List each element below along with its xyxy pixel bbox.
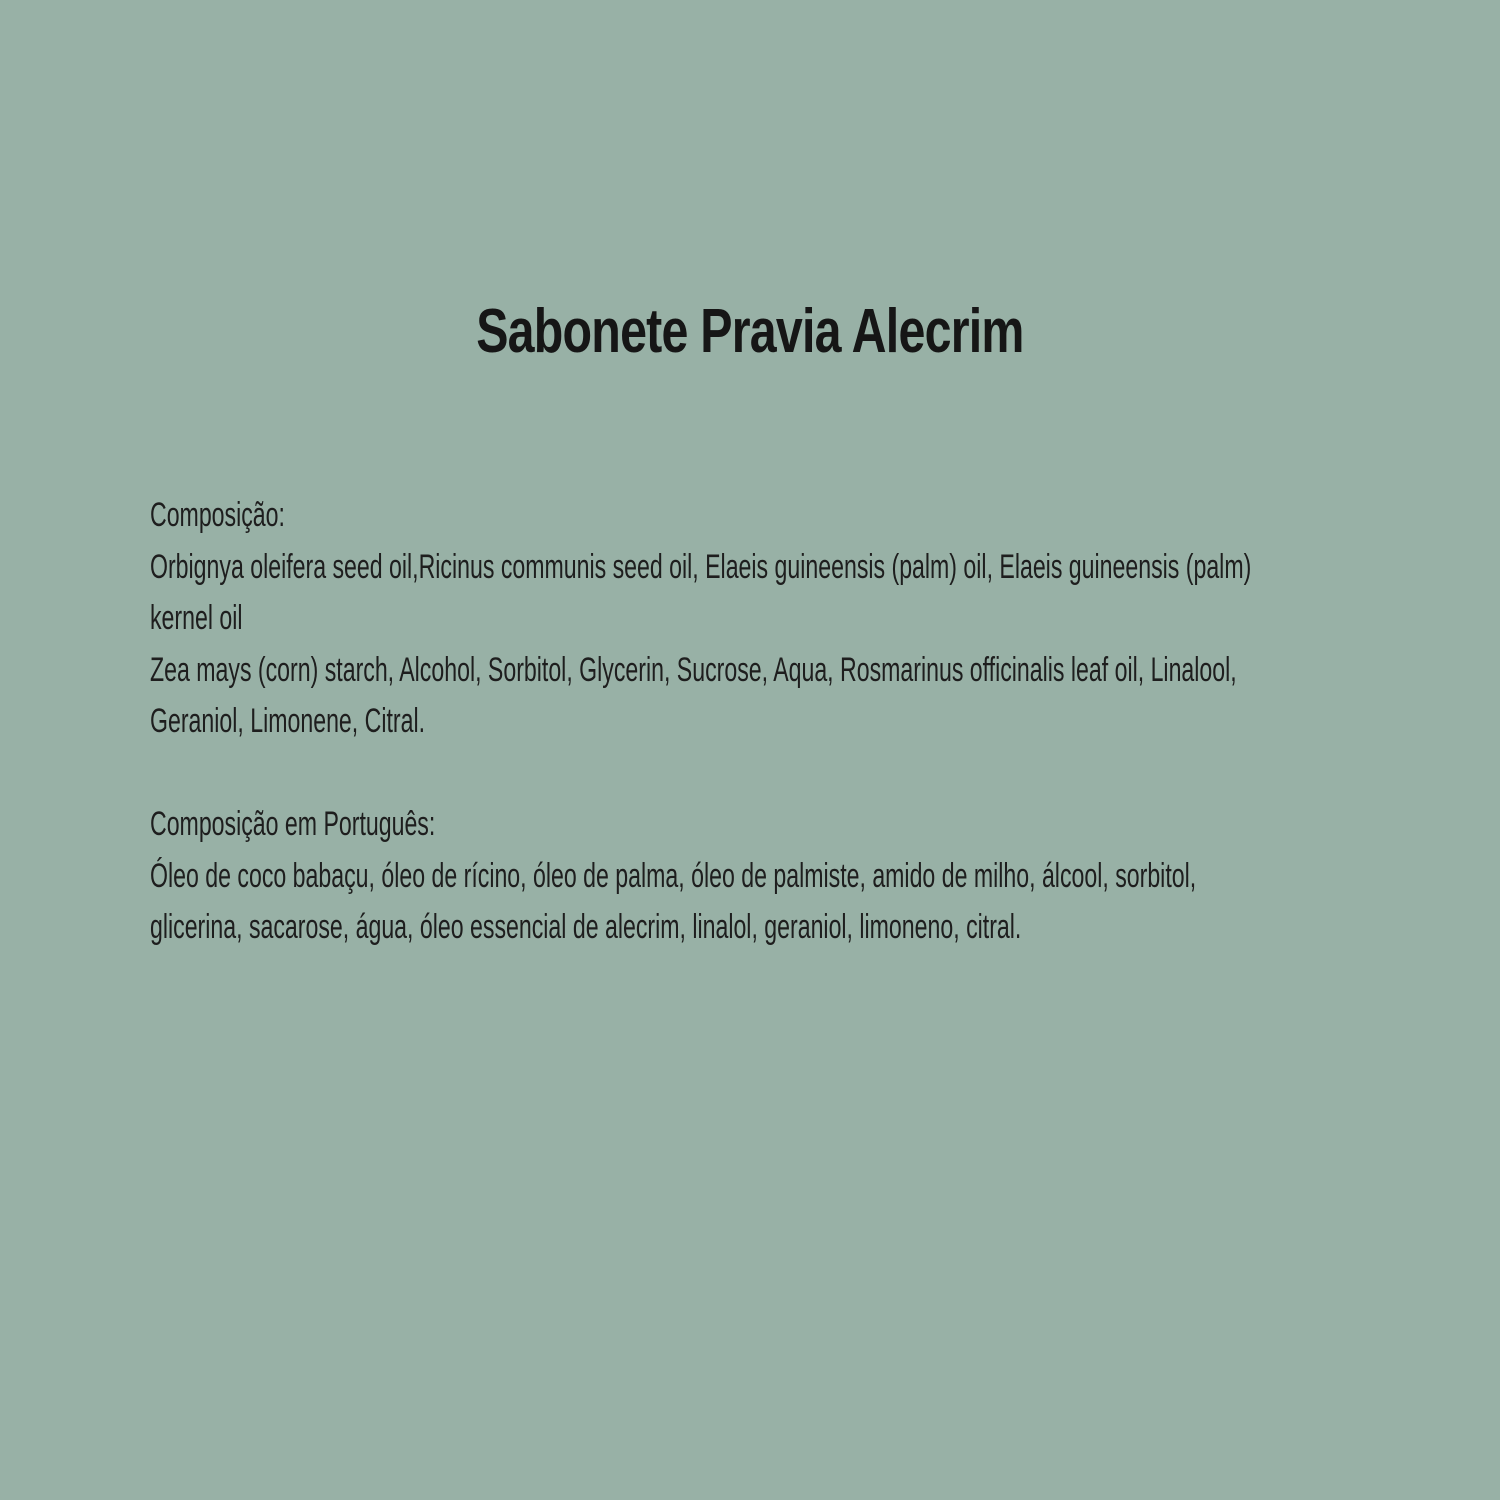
page-title-row [0,296,1500,367]
composition-section-inci [150,490,1400,748]
composition-line [150,593,1400,645]
ingredients-content [150,490,1400,954]
composition-pt-heading-text: Composição em Português: [150,805,436,843]
composition-line-text: Geraniol, Limonene, Citral. [150,702,426,740]
composition-heading [150,490,1400,542]
composition-line-text: kernel oil [150,599,243,637]
composition-line [150,696,1400,748]
page-title: Sabonete Pravia Alecrim [476,297,1024,366]
composition-line [150,542,1400,594]
composition-pt-line [150,851,1400,903]
composition-line-text: Zea mays (corn) starch, Alcohol, Sorbitol, Glycerin, Sucrose, Aqua, Rosmarinus officinalis leaf oil, Linalool, [150,650,1237,689]
composition-heading-text: Composição: [150,496,285,534]
composition-pt-line-text: glicerina, sacarose, água, óleo essencial de alecrim, linalol, geraniol, limoneno, citral. [150,908,1022,946]
composition-line [150,645,1400,697]
composition-pt-line-text: Óleo de coco babaçu, óleo de rícino, óleo de palma, óleo de palmiste, amido de milho, álcool, sorbitol, [150,856,1197,895]
composition-pt-line [150,902,1400,954]
composition-section-portuguese [150,799,1400,954]
composition-line-text: Orbignya oleifera seed oil,Ricinus communis seed oil, Elaeis guineensis (palm) oil, Elaeis guineensis (palm) [150,547,1252,586]
composition-pt-heading [150,799,1400,851]
